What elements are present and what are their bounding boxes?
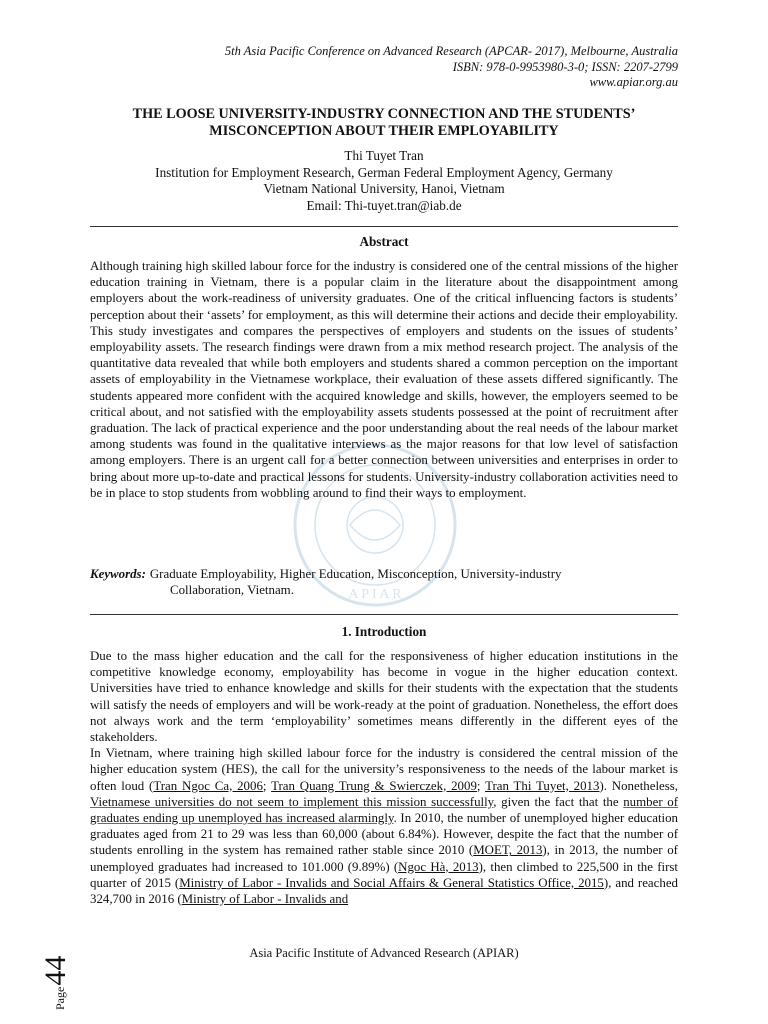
citation-link[interactable]: MOET, 2013 <box>473 843 543 858</box>
keywords-label: Keywords: <box>90 567 146 581</box>
introduction-heading: 1. Introduction <box>341 624 427 639</box>
citation-link[interactable]: Tran Quang Trung & Swierczek, 2009 <box>271 778 477 793</box>
title-line-1: THE LOOSE UNIVERSITY-INDUSTRY CONNECTION AND THE STUDENTS’ <box>132 106 636 122</box>
isbn-line: ISBN: 978-0-9953980-3-0; ISSN: 2207-2799 <box>452 59 678 74</box>
paper-title <box>60 106 708 140</box>
author-block <box>60 148 708 214</box>
citation-link[interactable]: Ngoc Hà, 2013 <box>398 859 479 874</box>
author-name: Thi Tuyet Tran <box>344 148 424 163</box>
divider-middle <box>90 614 678 615</box>
abstract-body: Although training high skilled labour force for the industry is considered one of the central missions of the higher education training in Vietnam, there is a popular claim in the literature about the disappointment among employers about the work-readiness of university graduates. One of the critical influencing factors is students’ perception about their ‘assets’ for employment, as this will determine their actions and decide their employability. This study investigates and compares the perspectives of employers and students on the issues of students’ employability assets. The research findings were drawn from a mix method research project. The analysis of the quantitative data revealed that while both employers and students shared a common perception on the important assets of employability in the Vietnamese workplace, their evaluation of these assets differed significantly. The students appeared more confident with the acquired knowledge and skills, however, the employers seemed to be critical about, and not satisfied with the employability assets students possessed at the point of recruitment after graduation. The lack of practical experience and the poor understanding about the real needs of the labour market among students was found in the qualitative interviews as the major reasons for that low level of satisfaction among employers. There is an urgent call for a better connection between universities and enterprises in order to bring about more up-to-date and practical lessons for students. University-industry collaboration activities need to be in place to stop students from wobbling around to find their ways to employment. <box>90 259 678 500</box>
keywords-values-cont: Collaboration, Vietnam. <box>170 583 294 598</box>
intro-paragraph-2: In Vietnam, where training high skilled labour force for the industry is considered the central mission of the higher education system (HES), the call for the university’s responsiveness to the needs of the labour market is often loud (Tran Ngoc Ca, 2006; Tran Quang Trung & Swierczek, 2009; Tran Thi Tuyet, 2013). Nonetheless, Vietnamese universities do not seem to implement this mission successfully, given the fact that the number of graduates ending up unemployed has increased alarmingly. In 2010, the number of unemployed higher education graduates aged from 21 to 29 was less than 60,000 (about 6.84%). However, despite the fact that the number of students enrolling in the system has remained rather stable since 2010 (MOET, 2013), in 2013, the number of unemployed graduates had increased to 101.000 (9.89%) (Ngoc Hà, 2013), then climbed to 225,500 in the first quarter of 2015 (Ministry of Labor - Invalids and Social Affairs & General Statistics Office, 2015), and reached 324,700 in 2016 (Ministry of Labor - Invalids and <box>90 746 679 907</box>
divider-top <box>90 226 678 227</box>
page-number-value: 44 <box>39 955 72 986</box>
page-label: Page <box>53 986 67 1010</box>
abstract-heading: Abstract <box>359 234 409 249</box>
page-number <box>32 930 72 1010</box>
intro-paragraph-1: Due to the mass higher education and the call for the responsiveness of higher education institutions in the competitive knowledge economy, employability has become in vogue in the higher education context. Universities have tried to enhance knowledge and skills for their students with the expectation that the students will satisfy the needs of employers and will be work-ready at the point of graduation. Nonetheless, the effort does not always work and the term ‘employability’ sometimes means differently in the different eyes of the stakeholders. <box>90 649 678 745</box>
affiliation-2: Vietnam National University, Hanoi, Vietnam <box>263 181 505 196</box>
highlighted-phrase: Vietnamese universities do not seem to implement this mission successfully <box>90 794 494 809</box>
affiliation-1: Institution for Employment Research, German Federal Employment Agency, Germany <box>155 164 613 180</box>
highlighted-phrase: number of graduates ending up unemployed has increased alarmingly <box>90 794 679 826</box>
introduction-body <box>90 648 678 907</box>
keywords-values: Graduate Employability, Higher Education, Misconception, University-industry <box>149 567 562 581</box>
conference-header <box>225 44 678 91</box>
conference-line: 5th Asia Pacific Conference on Advanced Research (APCAR- 2017), Melbourne, Australia <box>224 44 678 58</box>
citation-link[interactable]: Tran Thi Tuyet, 2013 <box>485 778 600 793</box>
citation-link[interactable]: Ministry of Labor - Invalids and Social Affairs & General Statistics Office, 2015 <box>179 875 604 890</box>
author-email: Email: Thi-tuyet.tran@iab.de <box>306 197 462 213</box>
website-line: www.apiar.org.au <box>589 75 678 89</box>
footer-institute: Asia Pacific Institute of Advanced Research (APIAR) <box>249 946 519 960</box>
seal-text: A P I A R <box>348 587 402 602</box>
keywords-block <box>90 566 678 598</box>
citation-link[interactable]: Ministry of Labor - Invalids and <box>181 892 349 907</box>
title-line-2: MISCONCEPTION ABOUT THEIR EMPLOYABILITY <box>209 123 559 139</box>
citation-link[interactable]: Tran Ngoc Ca, 2006 <box>153 778 263 793</box>
